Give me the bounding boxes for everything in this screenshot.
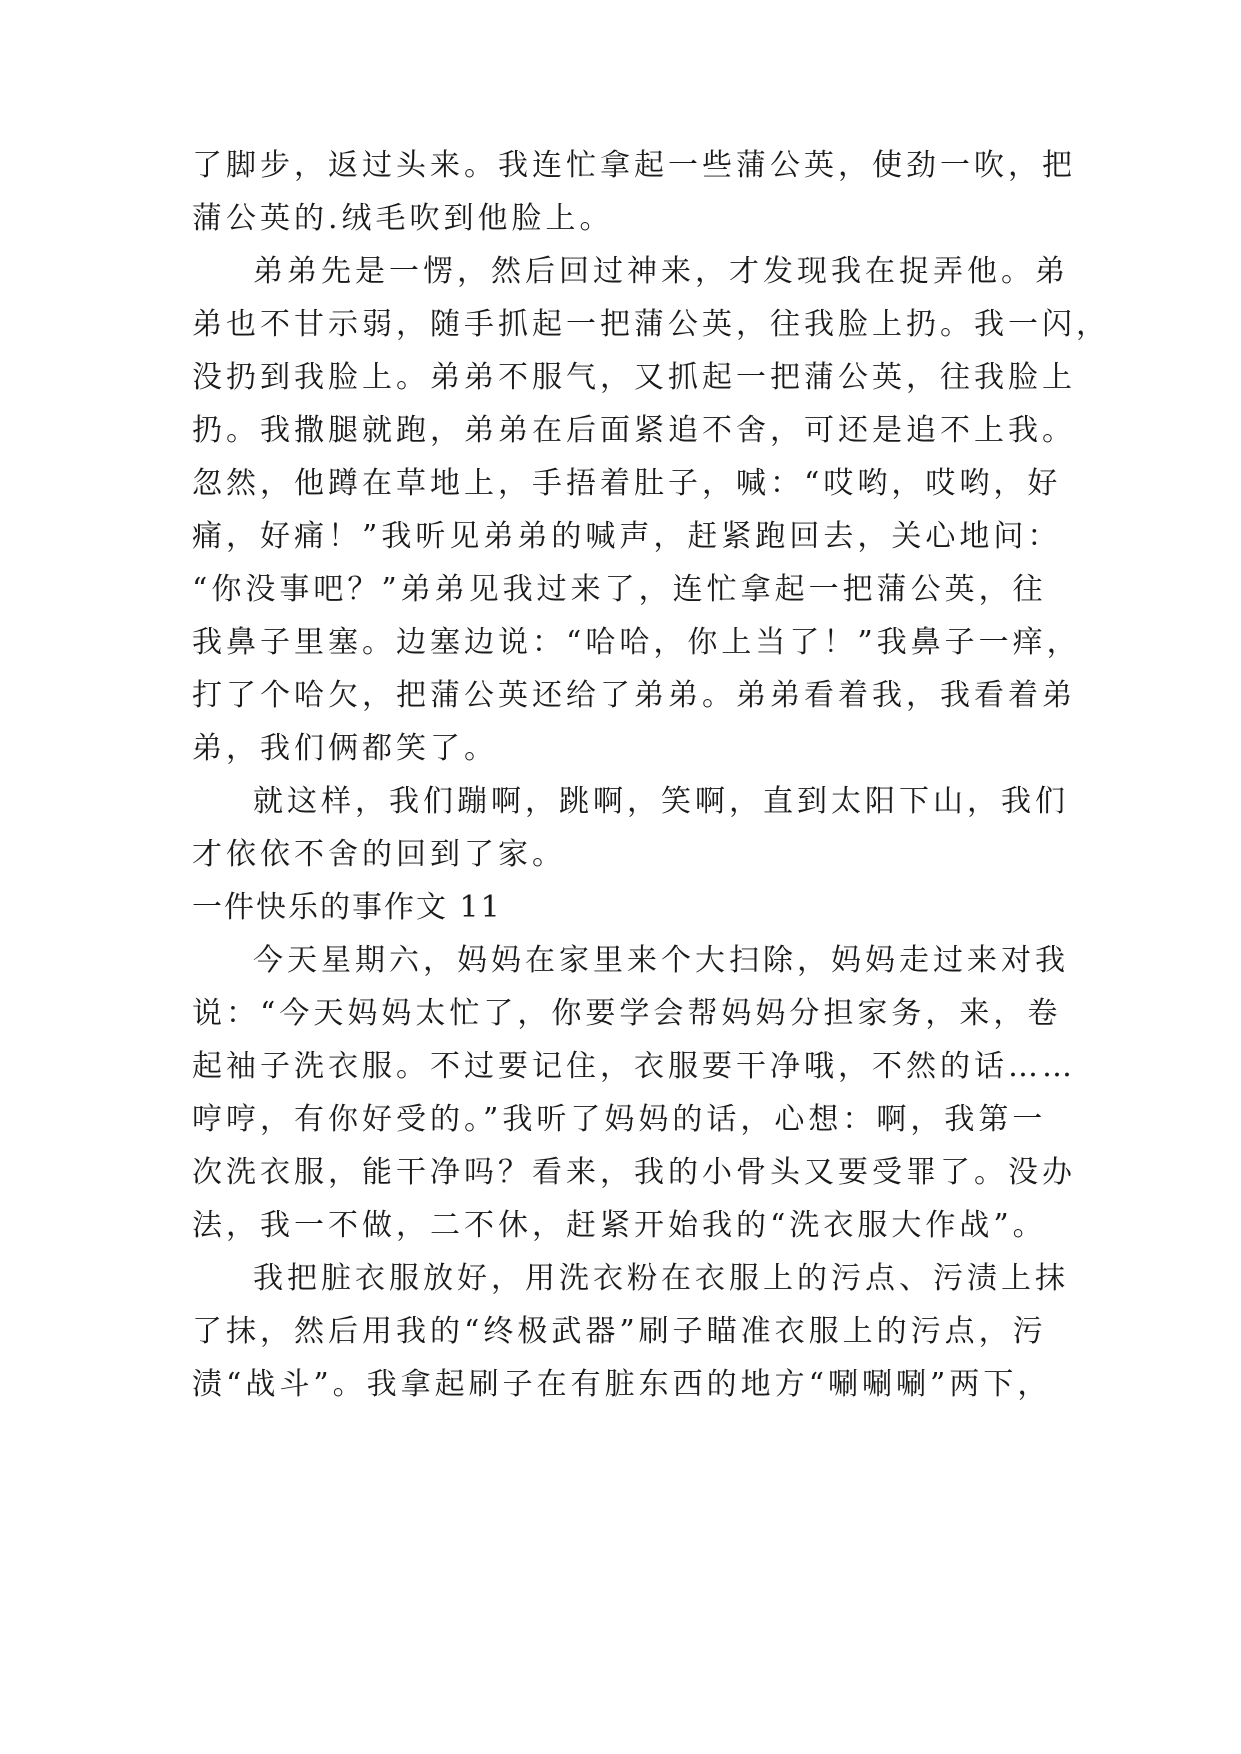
text-line: 痛，好痛！”我听见弟弟的喊声，赶紧跑回去，关心地问： bbox=[192, 519, 1062, 554]
text-line: 忽然，他蹲在草地上，手捂着肚子，喊：“哎哟，哎哟，好 bbox=[192, 466, 1062, 501]
text-line: 渍“战斗”。我拿起刷子在有脏东西的地方“唰唰唰”两下， bbox=[192, 1367, 1052, 1402]
text-line: 了脚步，返过头来。我连忙拿起一些蒲公英，使劲一吹，把 bbox=[192, 148, 1076, 183]
text-line: 哼哼，有你好受的。”我听了妈妈的话，心想：啊，我第一 bbox=[192, 1102, 1047, 1137]
text-line: 起袖子洗衣服。不过要记住，衣服要干净哦，不然的话…… bbox=[192, 1049, 1076, 1084]
paragraph-start: 就这样，我们蹦啊，跳啊，笑啊，直到太阳下山，我们 bbox=[253, 784, 1069, 819]
text-line: 说：“今天妈妈太忙了，你要学会帮妈妈分担家务，来，卷 bbox=[192, 996, 1062, 1031]
text-line: 次洗衣服，能干净吗？看来，我的小骨头又要受罪了。没办 bbox=[192, 1155, 1076, 1190]
text-line: 我鼻子里塞。边塞边说：“哈哈，你上当了！”我鼻子一痒， bbox=[192, 625, 1081, 660]
text-line: 蒲公英的.绒毛吹到他脸上。 bbox=[192, 201, 614, 236]
text-line: 没扔到我脸上。弟弟不服气，又抓起一把蒲公英，往我脸上 bbox=[192, 360, 1076, 395]
text-line: 弟也不甘示弱，随手抓起一把蒲公英，往我脸上扔。我一闪， bbox=[192, 307, 1110, 342]
paragraph-start: 今天星期六，妈妈在家里来个大扫除，妈妈走过来对我 bbox=[253, 943, 1069, 978]
text-line: 扔。我撒腿就跑，弟弟在后面紧追不舍，可还是追不上我。 bbox=[192, 413, 1076, 448]
text-line: 法，我一不做，二不休，赶紧开始我的“洗衣服大作战”。 bbox=[192, 1208, 1047, 1243]
text-line: 弟，我们俩都笑了。 bbox=[192, 731, 498, 766]
text-line: 才依依不舍的回到了家。 bbox=[192, 837, 566, 872]
paragraph-start: 我把脏衣服放好，用洗衣粉在衣服上的污点、污渍上抹 bbox=[253, 1261, 1069, 1296]
text-line: 了抹，然后用我的“终极武器”刷子瞄准衣服上的污点，污 bbox=[192, 1314, 1047, 1349]
paragraph-start: 弟弟先是一愣，然后回过神来，才发现我在捉弄他。弟 bbox=[253, 254, 1069, 289]
section-heading: 一件快乐的事作文 11 bbox=[192, 890, 502, 925]
text-line: 打了个哈欠，把蒲公英还给了弟弟。弟弟看着我，我看着弟 bbox=[192, 678, 1076, 713]
text-line: “你没事吧？”弟弟见我过来了，连忙拿起一把蒲公英，往 bbox=[192, 572, 1047, 607]
